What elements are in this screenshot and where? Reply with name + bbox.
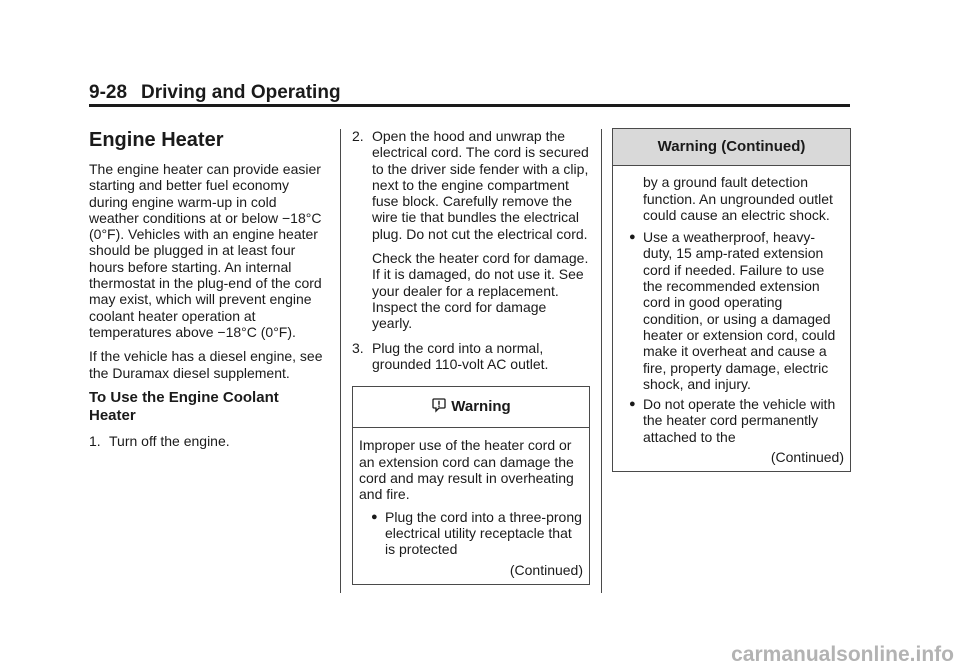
warning-title: Warning xyxy=(451,398,511,416)
warning-text: by a ground fault detection function. An ungrounded outlet could cause an electric shock. xyxy=(643,174,833,223)
header-rule xyxy=(89,104,850,107)
column-2 xyxy=(352,128,590,585)
step-number: 2. xyxy=(352,128,364,144)
step-text: Open the hood and unwrap the electrical cord. The cord is secured to the driver side fender with a clip, next to the engine compartment fuse block. Carefully remove the wire tie that bundles the electrical plug. Do not cut the electrical cord. xyxy=(372,128,589,242)
step-text: Turn off the engine. xyxy=(109,432,230,449)
column-1 xyxy=(89,128,325,457)
paragraph: The engine heater can provide easier starting and better fuel economy during engine warm-up in cold weather conditions at or below −18°C (0°F). Vehicles with an engine heater should be plugged in at least four hours before starting. An internal thermostat in the plug-end of the cord may exist, which will prevent engine coolant heater operation at temperatures above −18°C (0°F). xyxy=(89,161,322,340)
bullet-text: Do not operate the vehicle with the heater cord permanently attached to the xyxy=(643,396,836,445)
step-number: 1. xyxy=(89,432,101,449)
watermark: carmanualsonline.info xyxy=(731,643,954,666)
warning-header xyxy=(353,387,589,428)
bullet-icon: ● xyxy=(629,398,636,411)
continued-label: (Continued) xyxy=(770,449,844,466)
section-title: Driving and Operating xyxy=(141,82,341,103)
page-number: 9-28 xyxy=(89,82,128,103)
section-heading: Engine Heater xyxy=(89,129,224,151)
warning-box xyxy=(352,386,590,585)
warning-text: Improper use of the heater cord or an extension cord can damage the cord and may result in overheating and fire. xyxy=(359,437,574,503)
step-1 xyxy=(89,433,325,449)
bullet-text: Use a weatherproof, heavy-duty, 15 amp-rated extension cord if needed. Failure to use the recommended extension cord in good operating condition, or using a damaged heater or extension cord, could make it overheat and cause a fire, property damage, electric shock, and injury. xyxy=(643,229,836,392)
warning-bullet xyxy=(629,396,844,445)
column-3 xyxy=(612,128,851,472)
warning-continued-box xyxy=(612,128,851,472)
warning-header: Warning (Continued) xyxy=(613,129,850,166)
bullet-text: Plug the cord into a three-prong electrical utility receptacle that is protected xyxy=(385,508,582,558)
step-number: 3. xyxy=(352,339,364,356)
warning-body xyxy=(613,166,850,471)
subsection-heading: To Use the Engine Coolant Heater xyxy=(89,388,279,424)
step-note: Check the heater cord for damage. If it is damaged, do not use it. See your dealer for a replacement. Inspect the cord for damage yearly. xyxy=(372,250,589,332)
warning-icon xyxy=(431,397,447,417)
column-divider xyxy=(340,129,341,593)
paragraph: If the vehicle has a diesel engine, see the Duramax diesel supplement. xyxy=(89,348,323,381)
column-divider xyxy=(601,129,602,593)
step-2 xyxy=(352,128,590,242)
warning-bullet xyxy=(629,229,844,392)
step-3 xyxy=(352,340,590,373)
bullet-icon: ● xyxy=(629,231,636,244)
warning-body xyxy=(353,428,589,583)
bullet-icon: ● xyxy=(371,510,378,523)
continued-label: (Continued) xyxy=(509,561,583,578)
step-text: Plug the cord into a normal, grounded 110-volt AC outlet. xyxy=(372,339,549,372)
warning-bullet xyxy=(371,509,583,558)
page-header xyxy=(89,82,341,104)
